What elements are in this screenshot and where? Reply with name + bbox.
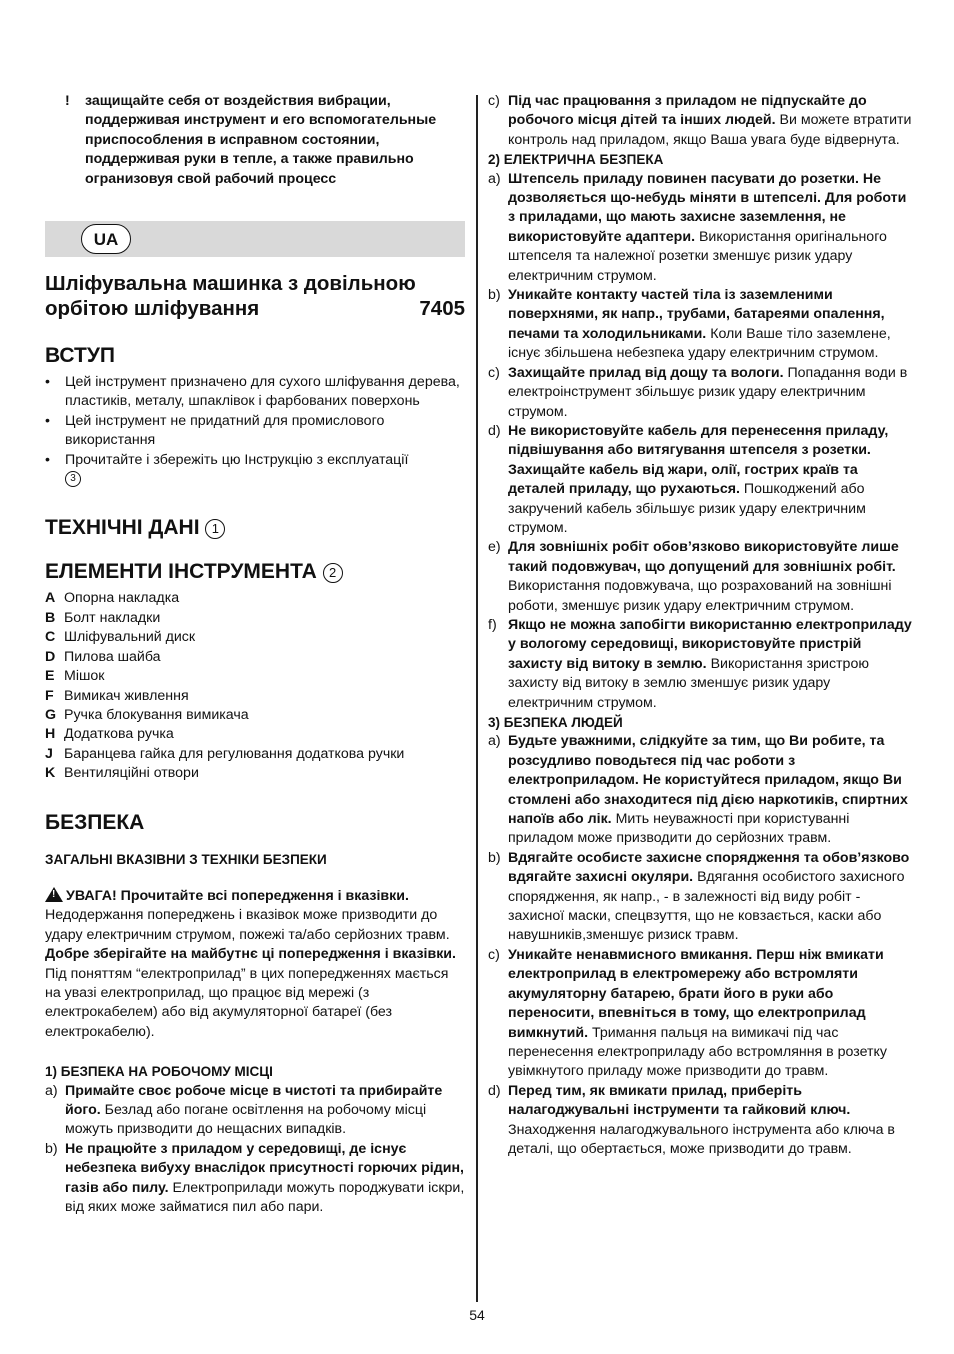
list-item: C Шліфувальний диск (45, 629, 196, 646)
model-number: 7405 (419, 297, 465, 321)
left-column (45, 92, 465, 1217)
intro-list (45, 373, 465, 489)
ru-vibration-warning (65, 92, 465, 189)
list-item: • Цей інструмент не придатний для промислового використання (45, 412, 385, 449)
list-item: H Додаткова ручка (45, 726, 174, 743)
list-item: a) Будьте уважними, слідкуйте за тим, що Ви робите, та розсудливо поводьтеся під час роботи з електроприладом. Не користуйтеся приладом, якщо Ви стомлені або знаходитеся під дією наркотиків, спиртних напоїв або лік. Мить неуважності при користуванні приладом може призводити до серйозних травм. (488, 733, 908, 847)
figure-ref-badge: 2 (323, 563, 343, 583)
column-divider (476, 95, 478, 1302)
list-item: J Баранцева гайка для регулювання додаткова ручки (45, 745, 405, 762)
figure-ref-badge: 1 (205, 519, 225, 539)
parts-list (45, 589, 465, 783)
list-item: D Пилова шайба (45, 648, 161, 665)
list-item: b) Вдягайте особисте захисне спорядження та обов’язково вдягайте захисні окуляри. Вдягання особистого захисного спорядження, як напр., - в залежності від виду робіт - захисної маски, спецвзуття, що не ковзається, каски або навушників,зменшує ризиск травм. (488, 849, 910, 944)
list-item: G Ручка блокування вимикача (45, 706, 249, 723)
title-line-1: Шліфувальна машинка з довільною (45, 272, 416, 296)
list-item: a) Штепсель приладу повинен пасувати до розетки. Не дозволяється що-небудь міняти в штепселі. Для роботи з приладами, що мають захисне заземлення, не використовуйте адаптери. Використання оригінального штепселя та належної розетки зменшує ризик удару електричним струмом. (488, 170, 907, 284)
warning-text: защищайте себя от воздействия вибрации, поддерживая инструмент и его вспомогательные приспособления в исправном состоянии, поддерживая руки в тепле, а также правильно огранизовуя свой рабочий процесс (85, 93, 437, 187)
tech-data-heading: ТЕХНІЧНІ ДАНІ 1 (45, 515, 465, 541)
safety-heading: БЕЗПЕКА (45, 810, 145, 834)
language-bar (45, 221, 465, 257)
warning-mark: ! (65, 93, 70, 109)
right-column (488, 92, 913, 1159)
list-item: • Цей інструмент призначено для сухого шліфування дерева, пластиків, металу, шпаклівок і фарбованих поверхонь (45, 374, 460, 410)
list-item: K Вентиляційні отвори (45, 765, 199, 782)
list-item: f) Якщо не можна запобігти використанню електроприладу у вологому середовищі, використовуйте пристрій захисту від витоку в землю. Використання зристрою захисту від витоку в землю зменшує ризик удару електричним струмом. (488, 616, 912, 711)
page-number: 54 (469, 1307, 485, 1323)
list-item: c) Під час працювання з приладом не підпускайте до робочого місця дітей та інших людей. Ви можете втратити контроль над приладом, якщо Ваша увага буде відвернута. (488, 93, 912, 148)
list-item: c) Захищайте прилад від дощу та вологи. Попадання води в електроінструмент збільшує ризик удару електричним струмом. (488, 364, 908, 420)
attention-paragraph: !УВАГА! Прочитайте всі попередження і вказівки. Недодержання попереджень і вказівок може призводити до удару електричним струмом, пожежі та/або серйозних травм. Добре зберігайте на майбутнє ці попередження і вказівки. Під поняттям “електроприлад” в цих попередженнях мається на увазі електроприлад, що працює від мережі (з електрокабелем) або від акумуляторної батареї (без електрокабелю). (45, 887, 465, 1042)
elements-heading: ЕЛЕМЕНТИ ІНСТРУМЕНТА 2 (45, 559, 465, 585)
list-item: a) Примайте своє робоче місце в чистоті та прибирайте його. Безлад або погане освітлення на робочому місці можуть призводити до нещасних випадків. (45, 1082, 443, 1138)
list-item: E Мішок (45, 668, 105, 685)
figure-ref-badge: 3 (65, 471, 81, 487)
document-title (45, 271, 465, 321)
list-item: d) Перед тим, як вмикати прилад, приберіть налагоджувальні інструменти та гайковий ключ. Знаходження налагоджувального інструмента або ключа в деталі, що обертається, може призводити до травм. (488, 1082, 895, 1157)
list-item: • Прочитайте і збережіть цю Інструкцію з експлуатації 3 (45, 451, 465, 490)
list-item: F Вимикач живлення (45, 687, 189, 704)
title-line-2: орбітою шліфування (45, 297, 260, 321)
list-item: e) Для зовнішніх робіт обов’язково використовуйте лише такий подовжувач, що допущений для зовнішніх робіт. Використання подовжувача, що розрахований на зовнішні роботи, зменшує ризик удару електричним струмом. (488, 539, 899, 614)
list-item: d) Не використовуйте кабель для перенесення приладу, підвішування або витягування штепселя з розетки. Захищайте кабель від жари, олії, гострих країв та деталей приладу, що рухаються. Пошкоджений або закручений кабель збільшує ризик удару електричним струмом. (488, 422, 889, 536)
list-item: A Опорна накладка (45, 590, 180, 607)
general-safety-heading: ЗАГАЛЬНІ ВКАЗІВНИ З ТЕХНІКИ БЕЗПЕКИ (45, 851, 327, 867)
intro-heading: ВСТУП (45, 344, 115, 368)
electrical-safety-heading: 2) ЕЛЕКТРИЧНА БЕЗПЕКА (488, 152, 664, 168)
personal-safety-heading: 3) БЕЗПЕКА ЛЮДЕЙ (488, 715, 623, 730)
language-badge: UA (81, 224, 131, 254)
workplace-heading: 1) БЕЗПЕКА НА РОБОЧОМУ МІСЦІ (45, 1064, 273, 1080)
list-item: b) Уникайте контакту частей тіла із заземленими поверхнями, як напр., трубами, батареями опалення, печами та холодильниками. Коли Ваше тіло заземлене, існує збільшена небезпека удару електричним струмом. (488, 287, 891, 362)
list-item: c) Уникайте ненавмисного вмикання. Перш ніж вмикати електроприлад в електромережу або встромляти акумуляторну батарею, брати його в руки або переносити, впевніться в тому, що електроприлад вимкнутий. Тримання пальця на вимикачі під час перенесення електроприладу або встромляння в розетку увімкнутого приладу може призводити до травм. (488, 946, 888, 1080)
list-item: B Болт накладки (45, 609, 161, 626)
warning-triangle-icon (45, 887, 63, 902)
list-item: b) Не працюйте з приладом у середовищі, де існує небезпека вибуху внаслідок присутності горючих рідин, газів або пилу. Електроприлади можуть породжувати іскри, від яких може займатися пил або пари. (45, 1140, 465, 1216)
